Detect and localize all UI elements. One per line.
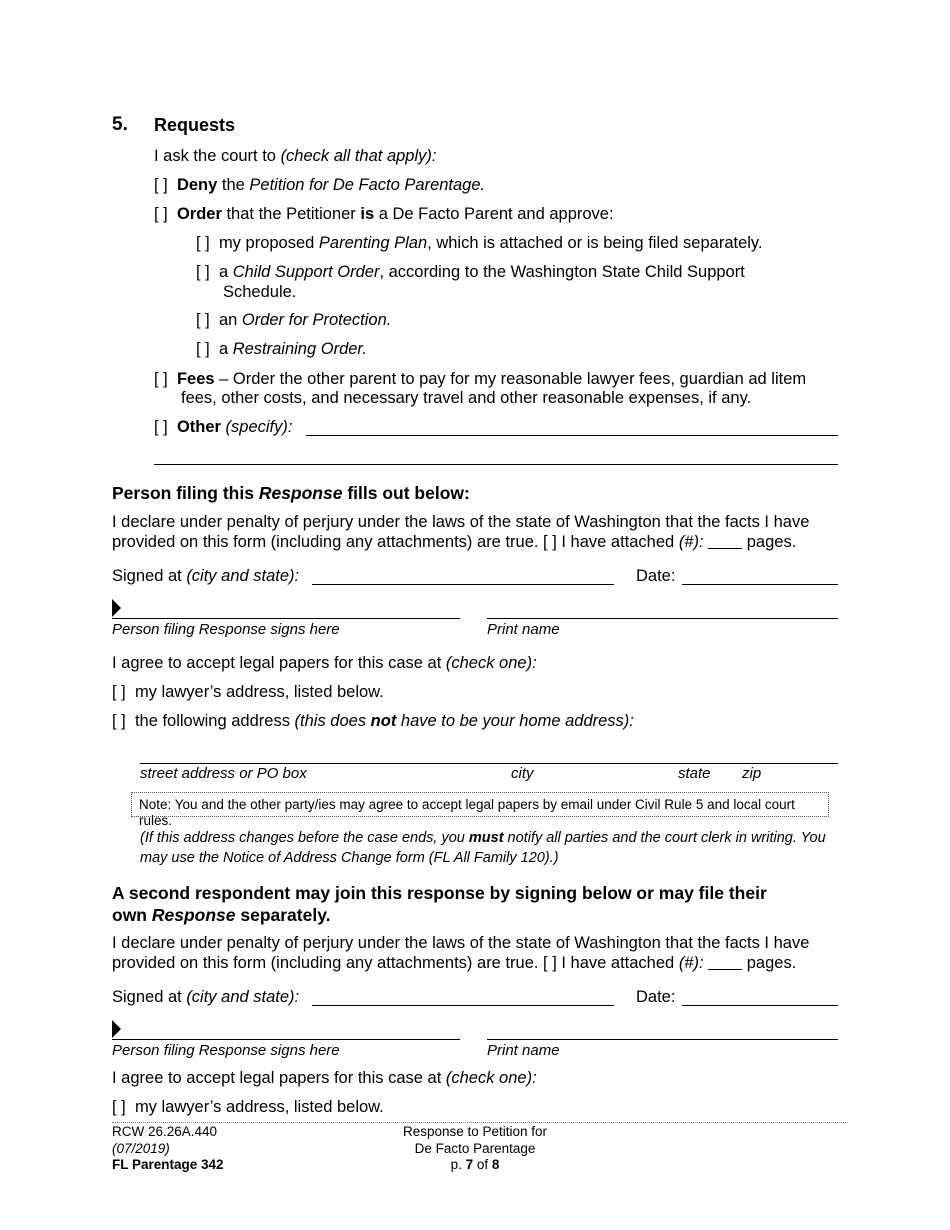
signature-heading-2-line1: A second respondent may join this response by signing below or may file their	[112, 883, 767, 903]
sign-arrow-icon	[112, 599, 121, 617]
signature-heading-1: Person filing this Response fills out below:	[112, 483, 470, 503]
signs-here-label-2: Person filing Response signs here	[112, 1042, 340, 1059]
section-title: Requests	[154, 115, 236, 135]
request-protection: [ ] an Order for Protection.	[196, 311, 392, 329]
request-child-support-line2: Schedule.	[223, 283, 297, 301]
footer-divider	[112, 1122, 848, 1123]
pages-count-field-1[interactable]	[708, 534, 742, 549]
address-change-note: (If this address changes before the case ends, you must notify all parties and the court clerk in writing. You may use the Notice of Address Change form (FL All Family 120).)	[140, 830, 826, 866]
checkbox-restraining[interactable]: [ ]	[196, 340, 210, 358]
request-child-support: [ ] a Child Support Order, according to the Washington State Child Support	[196, 263, 745, 281]
print-name-label-1: Print name	[487, 621, 560, 638]
footer-page: p. 7 of 8	[450, 1157, 500, 1172]
checkbox-parenting-plan[interactable]: [ ]	[196, 234, 210, 252]
option-lawyer-address-1: [ ] my lawyer’s address, listed below.	[112, 683, 384, 701]
declaration-2-line1: I declare under penalty of perjury under the laws of the state of Washington that the facts I have	[112, 934, 810, 952]
declaration-1-line1: I declare under penalty of perjury under the laws of the state of Washington that the facts I have	[112, 513, 810, 531]
pages-count-field-2[interactable]	[708, 955, 742, 970]
sign-arrow-icon	[112, 1020, 121, 1038]
signed-at-field-1[interactable]	[312, 584, 614, 585]
checkbox-other[interactable]: [ ]	[154, 418, 168, 436]
footer-center	[375, 1124, 575, 1174]
signed-at-field-2[interactable]	[312, 1005, 614, 1006]
other-specify-line[interactable]	[306, 435, 838, 436]
date-field-1[interactable]	[682, 584, 838, 585]
request-order: [ ] Order that the Petitioner is a De Facto Parent and approve:	[154, 205, 614, 223]
date-field-2[interactable]	[682, 1005, 838, 1006]
footer-date: (07/2019)	[112, 1140, 170, 1156]
checkbox-protection[interactable]: [ ]	[196, 311, 210, 329]
checkbox-child-support[interactable]: [ ]	[196, 263, 210, 281]
option-lawyer-address-2: [ ] my lawyer’s address, listed below.	[112, 1098, 384, 1116]
footer-left	[112, 1124, 224, 1174]
signs-here-label-1: Person filing Response signs here	[112, 621, 340, 638]
zip-label: zip	[742, 765, 762, 782]
footer-form: FL Parentage 342	[112, 1157, 224, 1172]
checkbox-lawyer-address-2[interactable]: [ ]	[112, 1098, 126, 1116]
email-note-box	[131, 792, 829, 828]
signature-field-1[interactable]	[112, 618, 460, 619]
checkbox-deny[interactable]: [ ]	[154, 176, 168, 194]
signed-at-label-2: Signed at (city and state):	[112, 988, 300, 1006]
signature-heading-2-line2: own Response separately.	[112, 905, 331, 925]
footer-title-1: Response to Petition for	[402, 1124, 548, 1139]
checkbox-following-address[interactable]: [ ]	[112, 712, 126, 730]
declaration-1-line2: provided on this form (including any attachments) are true. [ ] I have attached (#): pages.	[112, 533, 797, 551]
request-other: [ ] Other (specify):	[154, 418, 293, 436]
agree-text-2: I agree to accept legal papers for this case at (check one):	[112, 1069, 537, 1087]
request-restraining: [ ] a Restraining Order.	[196, 340, 367, 358]
city-label: city	[511, 765, 534, 782]
request-fees-line2: fees, other costs, and necessary travel and other reasonable expenses, if any.	[181, 389, 752, 407]
section-number: 5.	[112, 114, 128, 135]
checkbox-fees[interactable]: [ ]	[154, 370, 168, 388]
print-name-field-1[interactable]	[487, 618, 838, 619]
request-parenting-plan: [ ] my proposed Parenting Plan, which is attached or is being filed separately.	[196, 234, 763, 252]
address-field[interactable]	[140, 763, 838, 764]
checkbox-lawyer-address-1[interactable]: [ ]	[112, 683, 126, 701]
checkbox-order[interactable]: [ ]	[154, 205, 168, 223]
signature-field-2[interactable]	[112, 1039, 460, 1040]
state-label: state	[678, 765, 711, 782]
print-name-field-2[interactable]	[487, 1039, 838, 1040]
agree-text-1: I agree to accept legal papers for this case at (check one):	[112, 654, 537, 672]
signed-at-label-1: Signed at (city and state):	[112, 567, 300, 585]
footer-rcw: RCW 26.26A.440	[112, 1124, 218, 1139]
request-fees: [ ] Fees – Order the other parent to pay for my reasonable lawyer fees, guardian ad litem	[154, 370, 807, 388]
street-label: street address or PO box	[140, 765, 307, 782]
other-specify-line-2[interactable]	[154, 464, 838, 465]
request-deny: [ ] Deny the Petition for De Facto Parentage.	[154, 176, 486, 194]
email-note-text: Note: You and the other party/ies may agree to accept legal papers by email under Civil Rule 5 and local court rules.	[139, 797, 795, 828]
requests-intro: I ask the court to (check all that apply):	[154, 147, 437, 165]
declaration-2-line2: provided on this form (including any attachments) are true. [ ] I have attached (#): pages.	[112, 954, 797, 972]
date-label-2: Date:	[636, 988, 676, 1006]
footer-title-2: De Facto Parentage	[414, 1140, 536, 1156]
print-name-label-2: Print name	[487, 1042, 560, 1059]
option-following-address: [ ] the following address (this does not have to be your home address):	[112, 712, 634, 730]
date-label-1: Date:	[636, 567, 676, 585]
